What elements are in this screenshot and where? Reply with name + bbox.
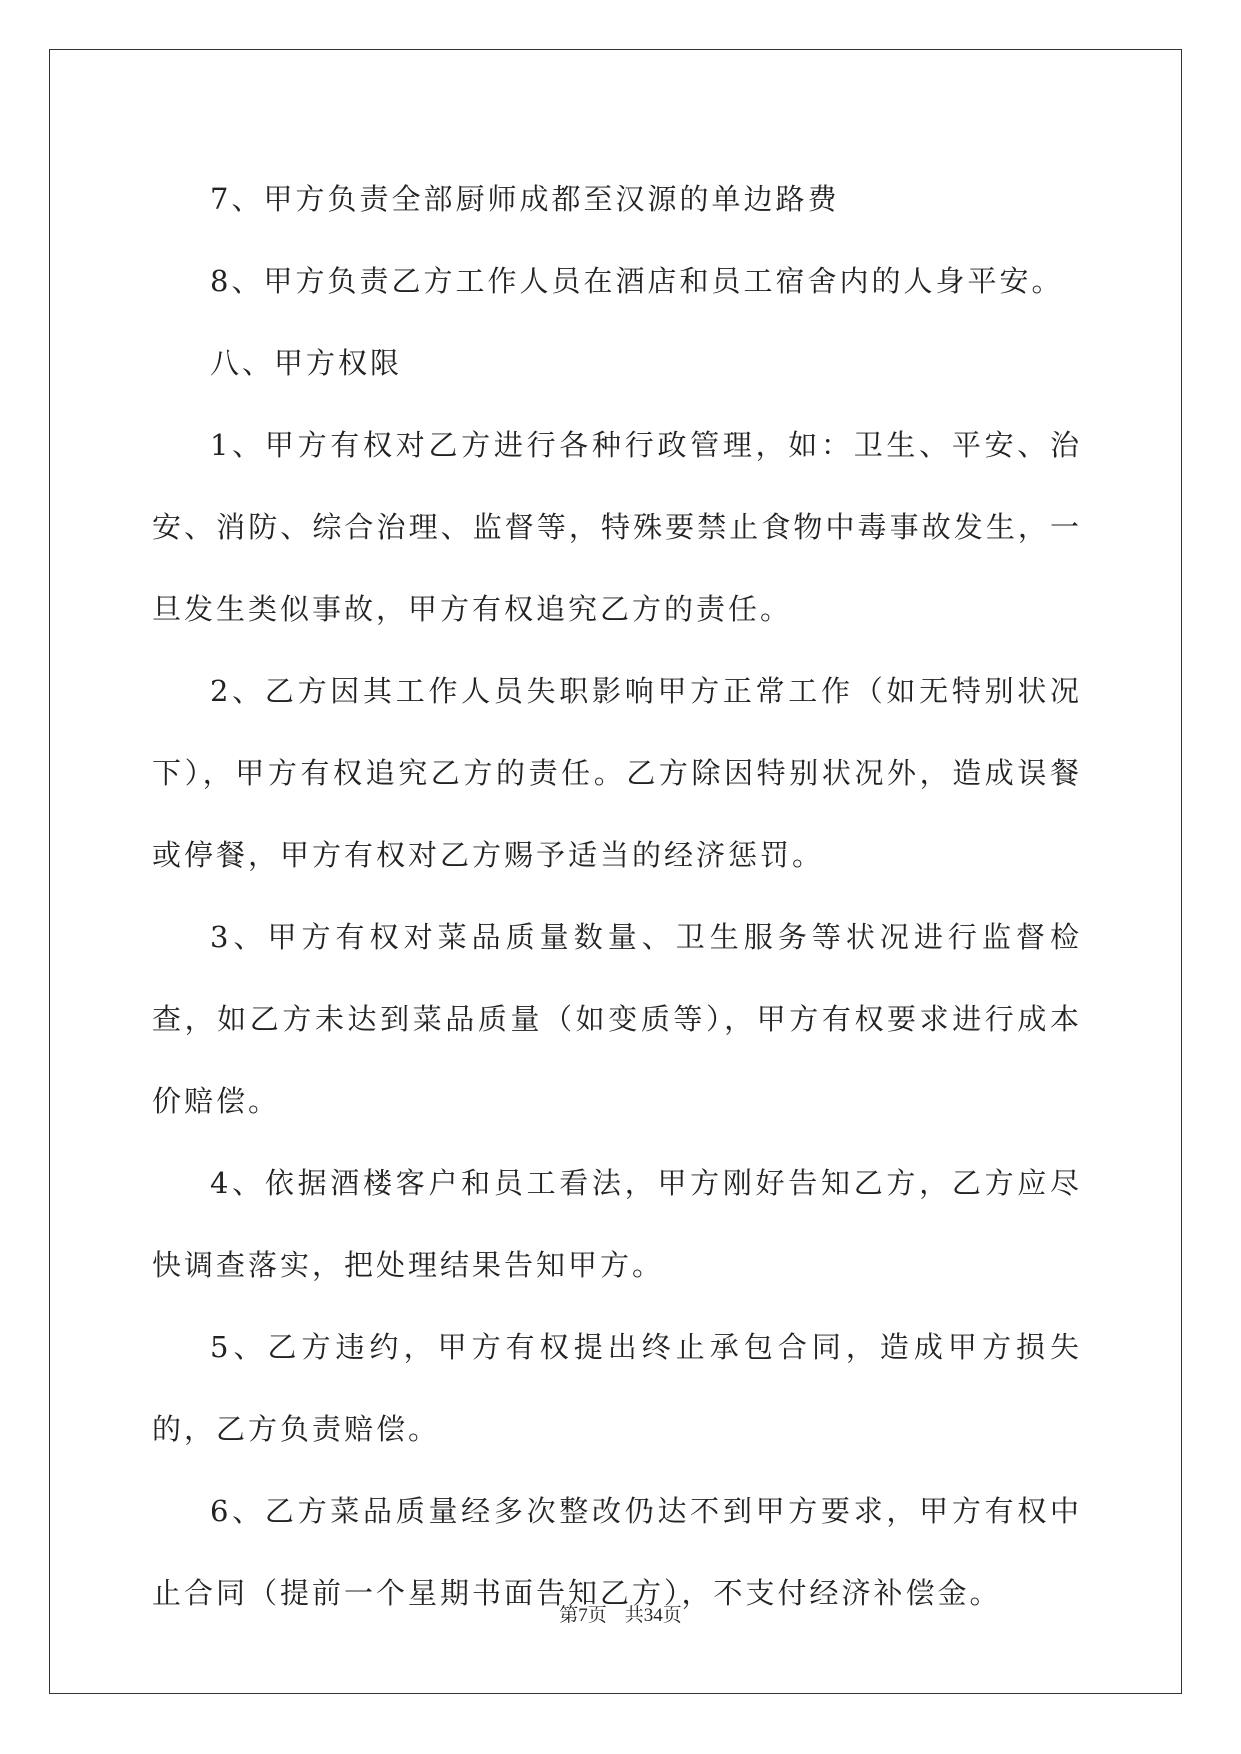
paragraph-8: 8、甲方负责乙方工作人员在酒店和员工宿舍内的人身平安。 <box>210 264 1064 298</box>
page-number: 第7页 <box>559 1605 607 1626</box>
section-heading: 八、甲方权限 <box>210 346 403 380</box>
paragraph-4: 4、依据酒楼客户和员工看法，甲方刚好告知乙方，乙方应尽快调查落实，把处理结果告知甲方。 <box>152 1166 1082 1282</box>
paragraph-3: 3、甲方有权对菜品质量数量、卫生服务等状况进行监督检查，如乙方未达到菜品质量（如变质等），甲方有权要求进行成本价赔偿。 <box>152 920 1082 1118</box>
page-total: 共34页 <box>624 1605 682 1626</box>
page-footer <box>0 1600 1241 1627</box>
paragraph-2: 2、乙方因其工作人员失职影响甲方正常工作（如无特别状况下），甲方有权追究乙方的责任。乙方除因特别状况外，造成误餐或停餐，甲方有权对乙方赐予适当的经济惩罚。 <box>152 674 1082 872</box>
document-body <box>152 158 1082 1634</box>
paragraph-6: 6、乙方菜品质量经多次整改仍达不到甲方要求，甲方有权中止合同（提前一个星期书面告知乙方），不支付经济补偿金。 <box>152 1494 1082 1610</box>
paragraph-1: 1、甲方有权对乙方进行各种行政管理，如：卫生、平安、治安、消防、综合治理、监督等，特殊要禁止食物中毒事故发生，一旦发生类似事故，甲方有权追究乙方的责任。 <box>152 428 1082 626</box>
paragraph-5: 5、乙方违约，甲方有权提出终止承包合同，造成甲方损失的，乙方负责赔偿。 <box>152 1330 1082 1446</box>
paragraph-7: 7、甲方负责全部厨师成都至汉源的单边路费 <box>210 182 840 216</box>
